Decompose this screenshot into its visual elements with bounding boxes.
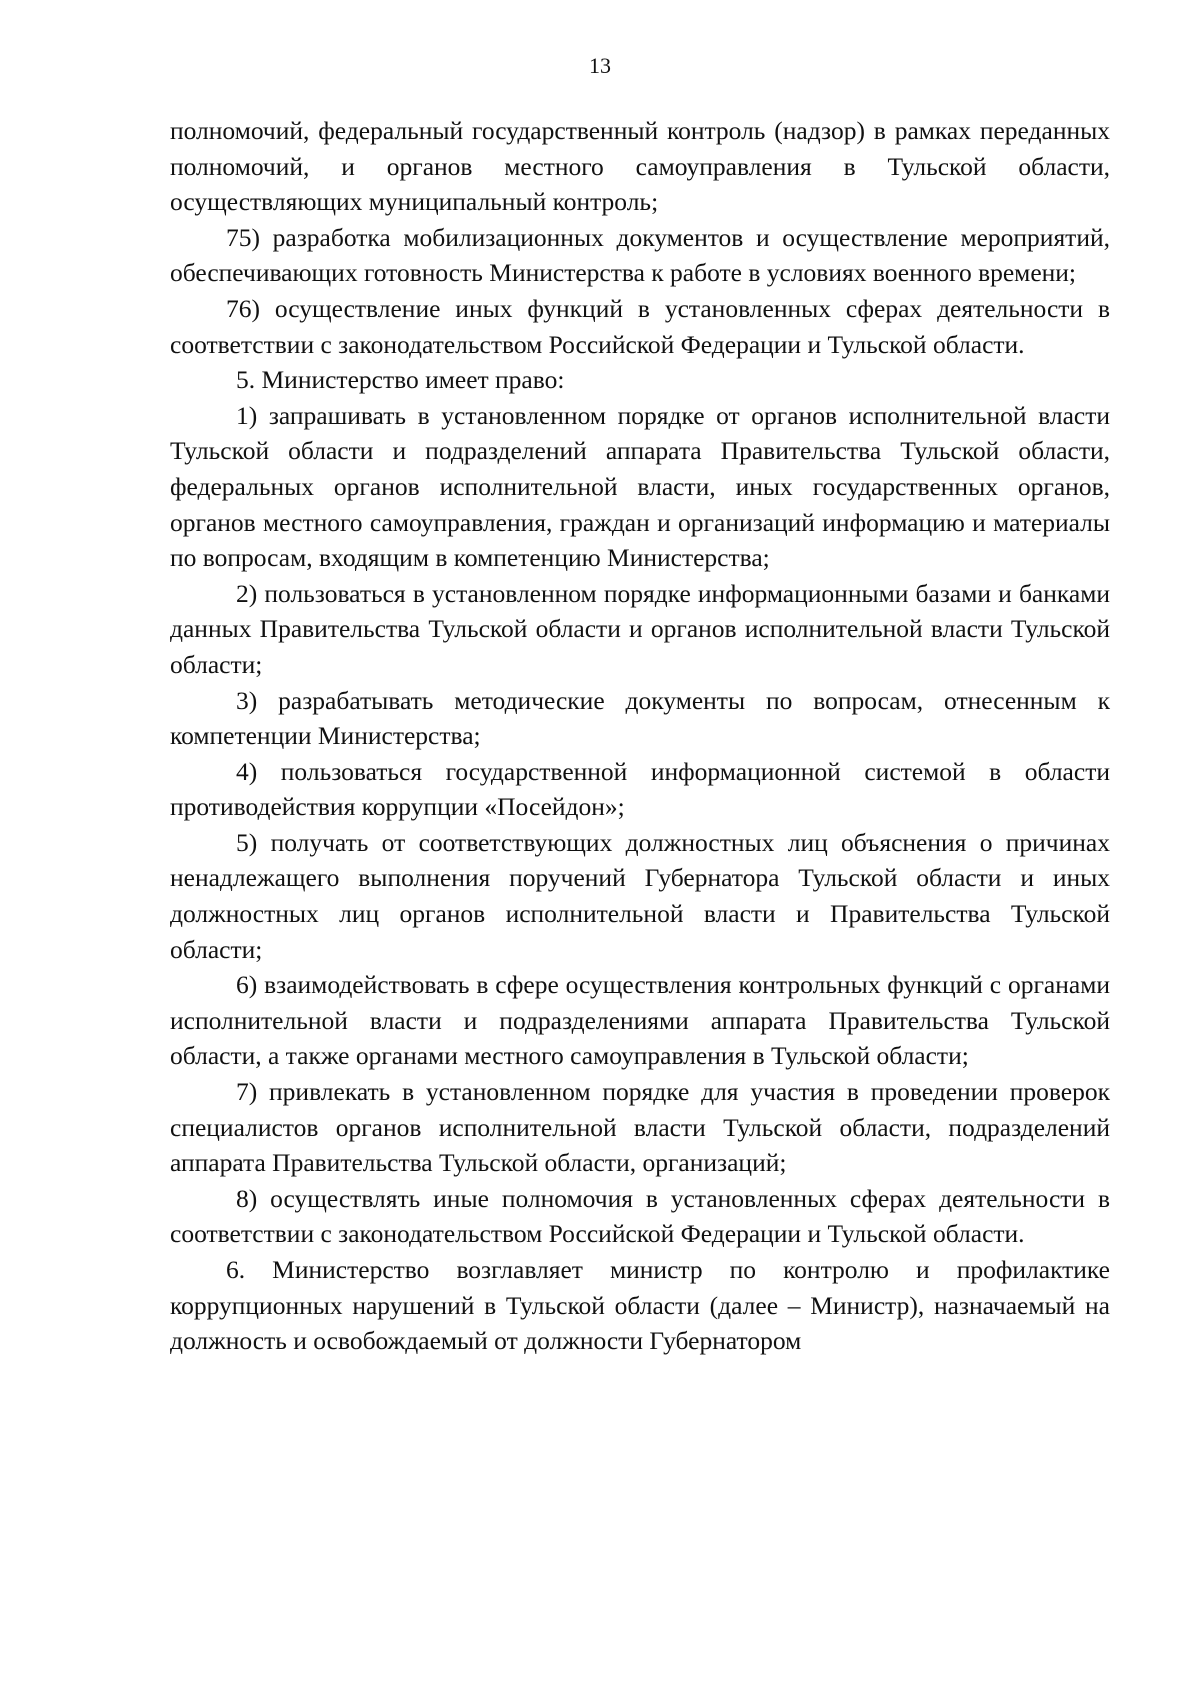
document-body [170,113,1110,1359]
paragraph-item-75: 75) разработка мобилизационных документов и осуществление мероприятий, обеспечивающих готовность Министерства к работе в условиях военного времени; [170,222,1110,288]
paragraph-right-7: 7) привлекать в установленном порядке для участия в проведении проверок специалистов органов исполнительной власти Тульской области, подразделений аппарата Правительства Тульской области, организаций; [170,1077,1110,1178]
paragraph-section-6: 6. Министерство возглавляет министр по контролю и профилактике коррупционных нарушений в Тульской области (далее – Министр), назначаемый на должность и освобождаемый от должности Губернатором [170,1255,1110,1356]
paragraph-right-4: 4) пользоваться государственной информационной системой в области противодействия коррупции «Посейдон»; [170,756,1110,822]
paragraph-right-3: 3) разрабатывать методические документы по вопросам, отнесенным к компетенции Министерства; [170,685,1110,751]
paragraph-right-8: 8) осуществлять иные полномочия в установленных сферах деятельности в соответствии с законодательством Российской Федерации и Тульской области. [170,1183,1110,1249]
paragraph-right-1: 1) запрашивать в установленном порядке от органов исполнительной власти Тульской области и подразделений аппарата Правительства Тульской области, федеральных органов исполнительной власти, иных государственных органов, органов местного самоуправления, граждан и организаций информацию и материалы по вопросам, входящим в компетенцию Министерства; [170,400,1110,573]
paragraph-right-5: 5) получать от соответствующих должностных лиц объяснения о причинах ненадлежащего выполнения поручений Губернатора Тульской области и иных должностных лиц органов исполнительной власти и Правительства Тульской области; [170,827,1110,964]
page-number: 13 [589,53,611,78]
paragraph-item-76: 76) осуществление иных функций в установленных сферах деятельности в соответствии с законодательством Российской Федерации и Тульской области. [170,293,1110,359]
paragraph-continuation: полномочий, федеральный государственный контроль (надзор) в рамках переданных полномочий, и органов местного самоуправления в Тульской области, осуществляющих муниципальный контроль; [170,116,1110,217]
paragraph-section-5: 5. Министерство имеет право: [236,365,565,395]
paragraph-right-6: 6) взаимодействовать в сфере осуществления контрольных функций с органами исполнительной власти и подразделениями аппарата Правительства Тульской области, а также органами местного самоуправления в Тульской области; [170,970,1110,1071]
paragraph-right-2: 2) пользоваться в установленном порядке информационными базами и банками данных Правительства Тульской области и органов исполнительной власти Тульской области; [170,578,1110,679]
